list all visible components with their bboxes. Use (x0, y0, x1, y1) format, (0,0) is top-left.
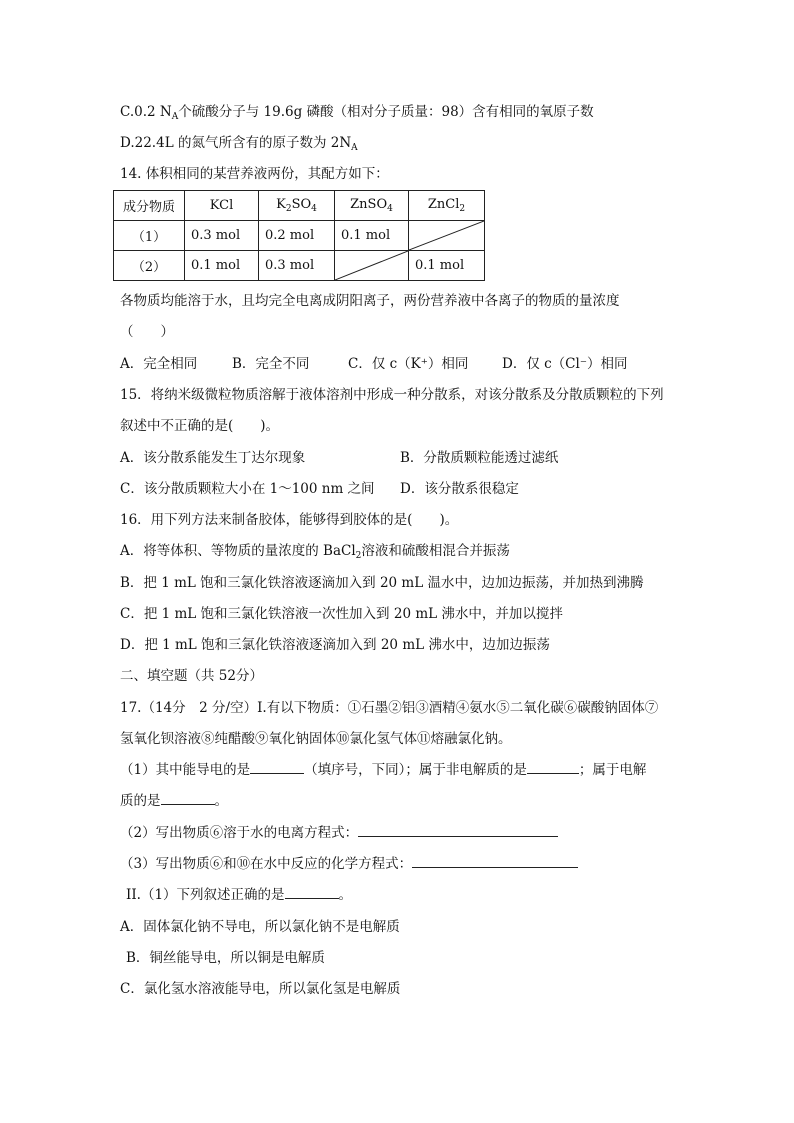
q13-option-c-part1: C.0.2 N (120, 104, 172, 120)
q13-option-c (120, 103, 594, 126)
q17-part2-stem (126, 886, 352, 904)
answer-blank[interactable] (412, 855, 578, 868)
table-header-cell: KCl (185, 191, 259, 221)
q17-sub2-text: （2）写出物质⑥溶于水的电离方程式： (120, 825, 359, 841)
answer-blank[interactable] (285, 886, 339, 899)
q14-option-b: B．完全不同 (232, 356, 310, 372)
q17-part2-option-b: B．铜丝能导电，所以铜是电解质 (126, 950, 325, 966)
q14-option-d: D．仅 c（Cl⁻）相同 (502, 356, 628, 372)
table-cell: （2） (114, 251, 185, 281)
table-header-cell: 成分物质 (114, 191, 185, 221)
q17-sub1-text-d: 质的是 (120, 793, 161, 809)
section-heading: 二、填空题（共 52分） (120, 668, 263, 684)
table-header-cell: ZnCl$_2$ (409, 191, 485, 221)
q17-sub3-text: （3）写出物质⑥和⑩在水中反应的化学方程式： (120, 856, 413, 872)
q16-option-c: C．把 1 mL 饱和三氯化铁溶液一次性加入到 20 mL 沸水中，并加以搅拌 (120, 606, 563, 622)
q17-sub3 (120, 855, 578, 873)
answer-blank[interactable] (358, 824, 558, 837)
q15-option-b: B．分散质颗粒能透过滤纸 (400, 450, 559, 466)
q15-option-c: C．该分散质颗粒大小在 1～100 nm 之间 (120, 481, 375, 497)
table-row (114, 251, 485, 281)
diagonal-line-icon (409, 221, 484, 250)
q16-option-a-part1: A．将等体积、等物质的量浓度的 BaCl (120, 543, 356, 559)
table-cell-empty-diagonal (409, 221, 485, 251)
q17-sub1-text-c: ；属于电解 (578, 762, 647, 778)
q16-option-d: D．把 1 mL 饱和三氯化铁溶液逐滴加入到 20 mL 沸水中，边加边振荡 (120, 637, 550, 653)
q13-option-c-part2: 个硫酸分子与 19.6g 磷酸（相对分子质量：98）含有相同的氧原子数 (178, 104, 594, 120)
table-header-row (114, 191, 485, 221)
q15-stem-line1: 15．将纳米级微粒物质溶解于液体溶剂中形成一种分散系，对该分散系及分散质颗粒的下列 (120, 387, 664, 403)
q17-sub1-line1 (120, 761, 646, 779)
table-cell: 0.2 mol (259, 221, 335, 251)
diagonal-line-icon (335, 251, 408, 280)
q16-option-b: B．把 1 mL 饱和三氯化铁溶液逐滴加入到 20 mL 温水中，边加边振荡，并加热到沸腾 (120, 575, 644, 591)
table-cell: 0.3 mol (185, 221, 259, 251)
q17-sub1-text-b: （填序号，下同）；属于非电解质的是 (304, 762, 527, 778)
q15-option-d: D．该分散系很稳定 (400, 481, 519, 497)
q14-option-c: C．仅 c（K⁺）相同 (348, 356, 469, 372)
q13-option-c-subscript: A (171, 112, 179, 122)
q17-sub1-text-e: 。 (214, 793, 228, 809)
recipe-table (113, 190, 485, 281)
q13-option-d (120, 134, 358, 157)
table-cell-empty-diagonal (335, 251, 409, 281)
answer-blank[interactable] (161, 792, 215, 805)
q14-stem: 14. 体积相同的某营养液两份，其配方如下： (120, 166, 389, 182)
q14-tail-line2: （ ） (120, 324, 174, 340)
q13-option-d-part1: D.22.4L 的氮气所含有的原子数为 2N (120, 135, 352, 151)
q13-option-d-subscript: A (351, 143, 358, 153)
q17-sub1-text-a: （1）其中能导电的是 (120, 762, 251, 778)
table-header-cell: ZnSO$_4$ (335, 191, 409, 221)
table-cell: 0.1 mol (335, 221, 409, 251)
table-row (114, 221, 485, 251)
q16-stem: 16．用下列方法来制备胶体，能够得到胶体的是( )。 (120, 512, 459, 528)
q17-part2-option-a: A．固体氯化钠不导电，所以氯化钠不是电解质 (120, 919, 400, 935)
q16-option-a (120, 542, 510, 565)
q15-stem-line2: 叙述中不正确的是( )。 (120, 418, 280, 434)
answer-blank[interactable] (250, 761, 304, 774)
table-cell: （1） (114, 221, 185, 251)
q17-part2-option-c: C．氯化氢水溶液能导电，所以氯化氢是电解质 (120, 981, 401, 997)
q17-stem-line1: 17.（14分 2 分/空）I.有以下物质：①石墨②铝③酒精④氨水⑤二氧化碳⑥碳酸钠固体⑦ (120, 700, 659, 716)
q17-part2-text-a: II.（1）下列叙述正确的是 (126, 887, 285, 903)
table-cell: 0.3 mol (259, 251, 335, 281)
q17-sub2 (120, 824, 558, 842)
q14-tail-line1: 各物质均能溶于水，且均完全电离成阴阳离子，两份营养液中各离子的物质的量浓度 (120, 293, 620, 309)
q17-sub1-line2 (120, 792, 228, 810)
q15-option-a: A．该分散系能发生丁达尔现象 (120, 450, 306, 466)
answer-blank[interactable] (527, 761, 579, 774)
q16-option-a-part2: 溶液和硫酸相混合并振荡 (361, 543, 510, 559)
table-cell: 0.1 mol (185, 251, 259, 281)
q17-stem-line2: 氢氧化钡溶液⑧纯醋酸⑨氧化钠固体⑩氯化氢气体⑪熔融氯化钠。 (120, 731, 512, 747)
table-cell: 0.1 mol (409, 251, 485, 281)
table-header-cell: $K_2SO_4$ (259, 191, 335, 221)
q17-part2-text-b: 。 (338, 887, 353, 903)
q14-option-a: A．完全相同 (120, 356, 198, 372)
q16-option-a-subscript: 2 (355, 551, 362, 561)
